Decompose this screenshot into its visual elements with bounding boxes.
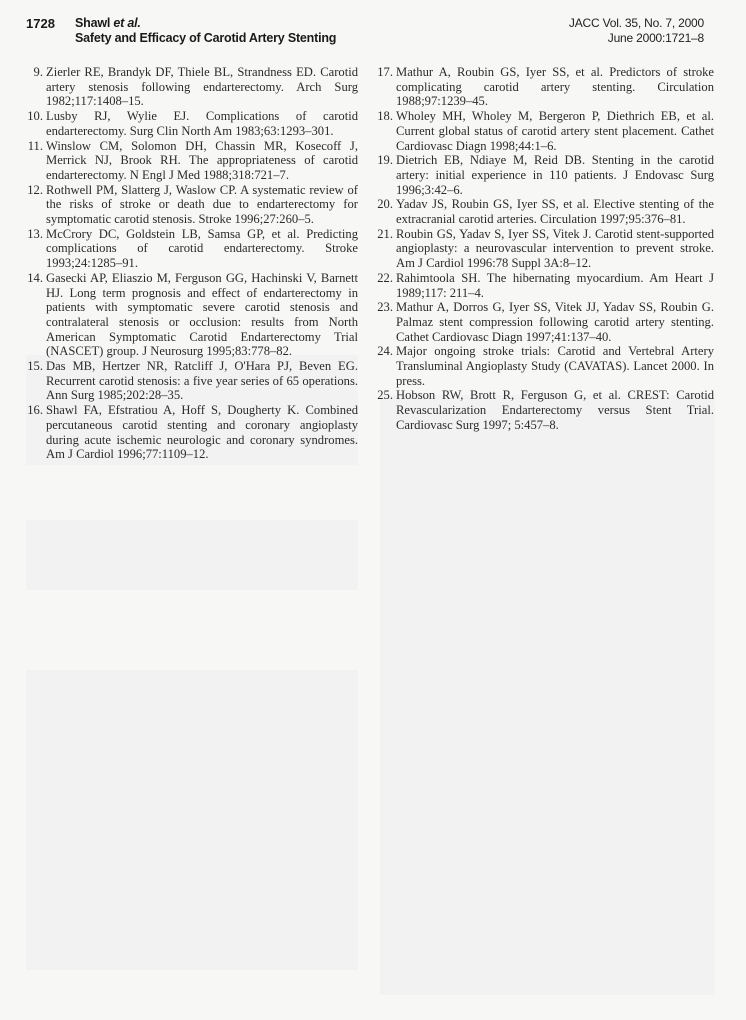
reference-text: Mathur A, Roubin GS, Iyer SS, et al. Predictors of stroke complicating carotid artery stenting. Circulation 1988;97:1239–45. — [396, 65, 714, 109]
reference-number: 13. — [27, 226, 43, 241]
references-left-column — [26, 65, 358, 462]
reference-text: McCrory DC, Goldstein LB, Samsa GP, et al. Predicting complications of carotid endarterectomy. Stroke 1993;24:1285–91. — [46, 226, 358, 271]
running-head-author: Shawl — [75, 16, 111, 30]
reference-text: Yadav JS, Roubin GS, Iyer SS, et al. Elective stenting of the extracranial carotid arteries. Circulation 1997;95:376–81. — [396, 197, 714, 227]
reference-text: Das MB, Hertzer NR, Ratcliff J, O'Hara PJ, Beven EG. Recurrent carotid stenosis: a five year series of 65 operations. Ann Surg 1985;202:28–35. — [46, 359, 358, 403]
reference-item — [376, 153, 714, 197]
reference-item — [376, 388, 714, 432]
reference-item — [376, 300, 714, 344]
reference-text: Roubin GS, Yadav S, Iyer SS, Vitek J. Carotid stent-supported angioplasty: a neurovascular intervention to prevent stroke. Am J Cardiol 1996:78 Suppl 3A:8–12. — [396, 226, 714, 271]
journal-volume: JACC Vol. 35, No. 7, 2000 — [568, 16, 704, 30]
running-head — [75, 16, 336, 46]
references-right-column — [376, 65, 714, 433]
reference-item — [376, 65, 714, 109]
reference-item — [26, 139, 358, 183]
reference-item — [376, 227, 714, 271]
reference-number: 19. — [377, 153, 393, 168]
reference-text: Rothwell PM, Slatterg J, Waslow CP. A systematic review of the risks of stroke or death due to endarterectomy for symptomatic carotid stenosis. Stroke 1996;27:260–5. — [46, 182, 358, 227]
reference-item — [26, 227, 358, 271]
reference-text: Winslow CM, Solomon DH, Chassin MR, Kosecoff J, Merrick NJ, Brook RH. The appropriateness of carotid endarterectomy. N Engl J Med 1988;318:721–7. — [46, 138, 358, 182]
reference-number: 14. — [27, 270, 43, 285]
reference-text: Dietrich EB, Ndiaye M, Reid DB. Stenting in the carotid artery: initial experience in 110 patients. J Endovasc Surg 1996;3:42–6. — [396, 153, 714, 197]
reference-text: Hobson RW, Brott R, Ferguson G, et al. CREST: Carotid Revascularization Endarterectomy versus Stent Trial. Cardiovasc Surg 1997; 5:457–8. — [396, 388, 714, 432]
reference-number: 15. — [27, 359, 43, 374]
running-head-title: Safety and Efficacy of Carotid Artery Stenting — [75, 31, 337, 45]
reference-item — [26, 271, 358, 359]
reference-number: 23. — [377, 300, 393, 315]
reference-number: 20. — [377, 197, 393, 212]
reference-text: Gasecki AP, Eliaszio M, Ferguson GG, Hachinski V, Barnett HJ. Long term prognosis and effect of endarterectomy in patients with symptomatic severe carotid stenosis and contralateral stenosis or occlusion: results from North American Symptomatic Carotid Endarterectomy Trial (NASCET) group. J Neurosurg 1995;83:778–82. — [46, 270, 358, 359]
reference-text: Rahimtoola SH. The hibernating myocardium. Am Heart J 1989;117: 211–4. — [396, 270, 714, 300]
reference-number: 16. — [27, 403, 43, 418]
reference-item — [26, 359, 358, 403]
reference-number: 11. — [27, 138, 43, 153]
reference-number: 10. — [27, 109, 43, 124]
reference-number: 9. — [33, 65, 43, 79]
reference-number: 17. — [377, 65, 393, 79]
reference-item — [376, 271, 714, 300]
reference-text: Wholey MH, Wholey M, Bergeron P, Diethrich EB, et al. Current global status of carotid artery stent placement. Cathet Cardiovasc Diagn 1998;44:1–6. — [396, 109, 714, 153]
reference-text: Major ongoing stroke trials: Carotid and Vertebral Artery Transluminal Angioplasty Study (CAVATAS). Lancet 2000. In press. — [396, 344, 714, 388]
reference-text: Shawl FA, Efstratiou A, Hoff S, Dougherty K. Combined percutaneous carotid stenting and coronary angioplasty during acute ischemic neurologic and coronary syndromes. Am J Cardiol 1996;77:1109–12. — [46, 403, 358, 462]
reference-text: Zierler RE, Brandyk DF, Thiele BL, Strandness ED. Carotid artery stenosis following endarterectomy. Arch Surg 1982;117:1408–15. — [46, 65, 358, 109]
page-number: 1728 — [26, 16, 55, 31]
journal-issue: June 2000:1721–8 — [607, 31, 704, 45]
reference-number: 21. — [377, 226, 393, 241]
reference-number: 22. — [377, 270, 393, 285]
reference-item — [26, 183, 358, 227]
reference-item — [376, 197, 714, 226]
reference-text: Lusby RJ, Wylie EJ. Complications of carotid endarterectomy. Surg Clin North Am 1983;63:1293–301. — [46, 109, 358, 138]
reference-number: 18. — [377, 109, 393, 124]
reference-item — [26, 403, 358, 462]
journal-citation — [569, 16, 704, 46]
reference-item — [26, 65, 358, 109]
reference-number: 24. — [377, 344, 393, 359]
reference-number: 12. — [27, 182, 43, 197]
running-head-et-al: et al. — [113, 16, 141, 30]
reference-number: 25. — [377, 388, 393, 403]
reference-item — [376, 344, 714, 388]
reference-item — [26, 109, 358, 138]
reference-text: Mathur A, Dorros G, Iyer SS, Vitek JJ, Yadav SS, Roubin G. Palmaz stent compression following carotid artery stenting. Cathet Cardiovasc Diagn 1997;41:137–40. — [396, 300, 714, 344]
reference-item — [376, 109, 714, 153]
